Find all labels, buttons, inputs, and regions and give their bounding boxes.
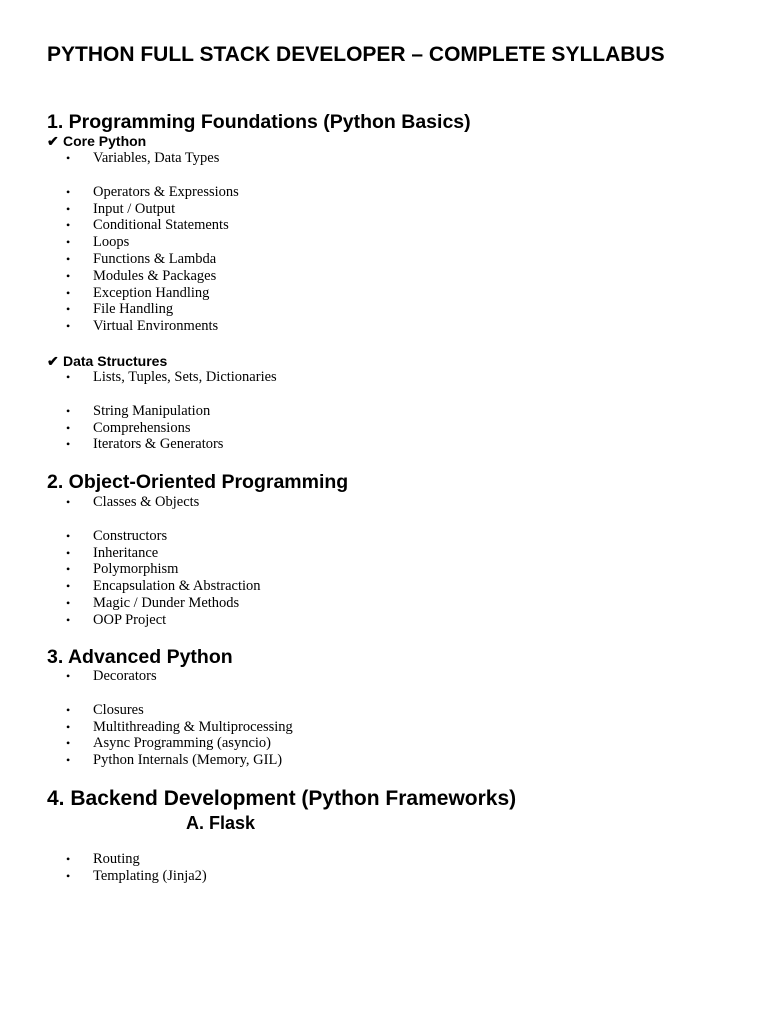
flask-list [0,851,207,885]
list-item: • Variables, Data Types [66,150,220,166]
list-item: • Python Internals (Memory, GIL) [66,752,283,769]
bullet-icon: • [66,285,71,300]
list-item: • String Manipulation [66,402,211,419]
bullet-icon: • [66,495,71,509]
core-python-list [0,150,239,335]
bullet-icon: • [66,852,71,866]
bullet-icon: • [66,595,71,610]
bullet-icon: • [66,719,71,734]
bullet-icon: • [66,437,71,452]
list-item: • Constructors [66,527,168,544]
bullet-icon: • [66,528,71,543]
bullet-icon: • [66,151,71,165]
bullet-icon: • [66,736,71,751]
subsection-heading-data-structures [47,352,167,370]
subsection-heading-core-python [47,132,146,150]
bullet-icon: • [66,868,71,883]
oop-list [0,494,261,629]
list-item: • Exception Handling [66,284,210,301]
bullet-icon: • [66,420,71,435]
list-item: • Classes & Objects [66,494,200,510]
list-item: • Magic / Dunder Methods [66,594,240,611]
bullet-icon: • [66,201,71,216]
list-item: • Decorators [66,668,157,684]
list-item: • Loops [66,234,130,251]
list-item: • Encapsulation & Abstraction [66,578,261,595]
section-heading-4: 4. Backend Development (Python Frameworks) [47,787,517,810]
list-item: • OOP Project [66,611,167,628]
section-heading-1: 1. Programming Foundations (Python Basics) [47,111,471,133]
advanced-python-list [0,668,293,769]
bullet-icon: • [66,579,71,594]
bullet-icon: • [66,753,71,768]
list-item: • Routing [66,851,140,867]
bullet-icon: • [66,370,71,384]
bullet-icon: • [66,251,71,266]
bullet-icon: • [66,184,71,199]
list-item: • Operators & Expressions [66,183,239,200]
check-icon: ✔ [47,353,59,369]
list-item: • Functions & Lambda [66,250,217,267]
data-structures-list [0,369,277,453]
bullet-icon: • [66,403,71,418]
list-item: • Conditional Statements [66,217,229,234]
list-item: • Input / Output [66,200,176,217]
list-item: • Iterators & Generators [66,436,224,453]
section-heading-3: 3. Advanced Python [47,646,233,668]
bullet-icon: • [66,319,71,334]
list-item: • Comprehensions [66,419,191,436]
bullet-icon: • [66,545,71,560]
list-item: • Lists, Tuples, Sets, Dictionaries [66,369,277,385]
check-icon: ✔ [47,133,59,149]
bullet-icon: • [66,268,71,283]
subsection-label: Core Python [63,133,147,149]
bullet-icon: • [66,235,71,250]
subsection-label: Data Structures [63,353,168,369]
section-heading-2: 2. Object-Oriented Programming [47,471,349,493]
list-item: • File Handling [66,301,174,318]
list-item: • Templating (Jinja2) [66,867,207,884]
document-title: PYTHON FULL STACK DEVELOPER – COMPLETE SYLLABUS [47,43,665,66]
list-item: • Async Programming (asyncio) [66,735,271,752]
list-item: • Inheritance [66,544,159,561]
list-item: • Multithreading & Multiprocessing [66,718,293,735]
list-item: • Closures [66,701,144,718]
list-item: • Polymorphism [66,561,179,578]
bullet-icon: • [66,669,71,683]
subsection-heading-flask: A. Flask [186,813,256,833]
bullet-icon: • [66,612,71,627]
bullet-icon: • [66,702,71,717]
list-item: • Virtual Environments [66,318,219,335]
list-item: • Modules & Packages [66,267,217,284]
bullet-icon: • [66,562,71,577]
bullet-icon: • [66,302,71,317]
bullet-icon: • [66,218,71,233]
